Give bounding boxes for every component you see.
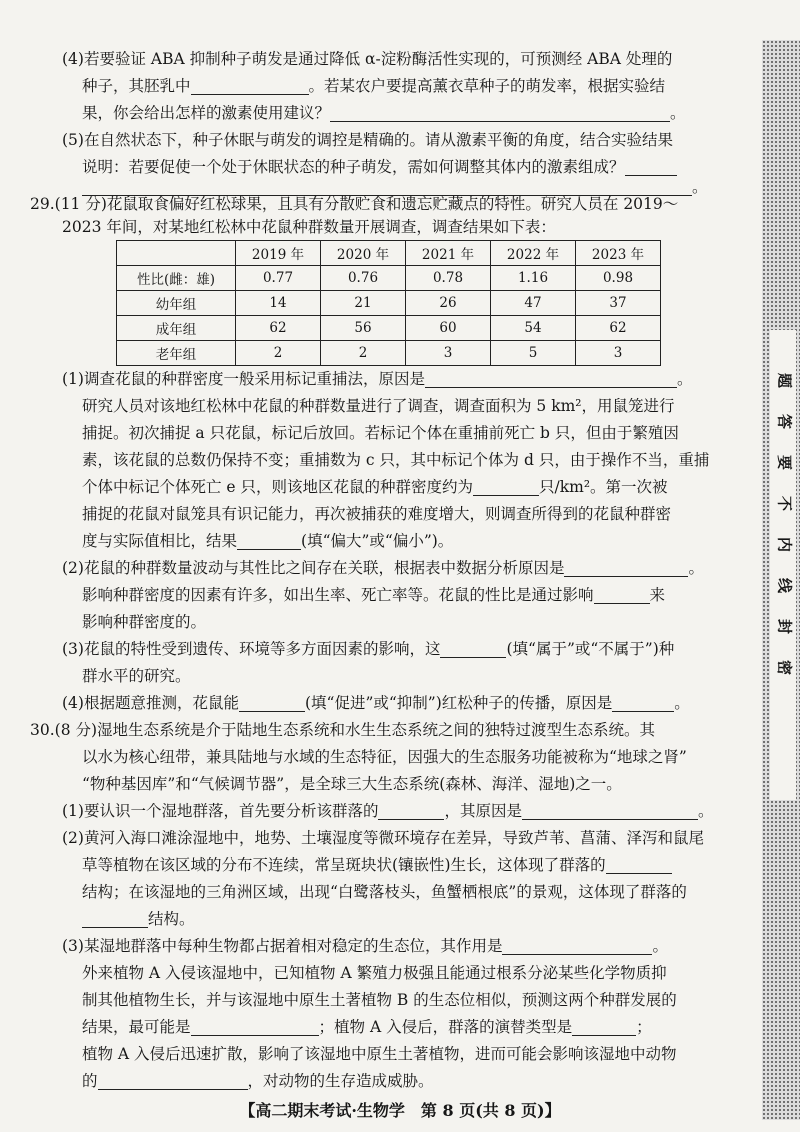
population-table <box>116 240 661 366</box>
table-cell: 62 <box>236 316 321 341</box>
q29-part1-line4: 素，该花鼠的总数仍保持不变；重捕数为 c 只，其中标记个体为 d 只，由于操作不当，重捕 <box>82 451 710 469</box>
table-cell: 3 <box>576 341 661 366</box>
table-header-row <box>117 241 661 266</box>
table-row-label: 性比(雌：雄) <box>117 266 236 291</box>
table-cell: 47 <box>491 291 576 316</box>
table-row-label: 成年组 <box>117 316 236 341</box>
table-cell: 60 <box>406 316 491 341</box>
q28-part5-line2: 说明：若要促使一个处于休眠状态的种子萌发，需如何调整其体内的激素组成？ <box>82 156 677 178</box>
answer-blank[interactable] <box>330 105 670 122</box>
q29-part1-line1: (1)调查花鼠的种群密度一般采用标记重捕法，原因是 。 <box>62 370 693 388</box>
q29-part2-line3: 影响种群密度的。 <box>82 613 207 631</box>
table-cell: 0.98 <box>576 266 661 291</box>
table-cell: 54 <box>491 316 576 341</box>
q30-part2-line1: (2)黄河入海口滩涂湿地中，地势、土壤湿度等微环境存在差异，导致芦苇、菖蒲、泽泻和鼠尾 <box>62 829 704 847</box>
q29-part3-line2: 群水平的研究。 <box>82 667 191 685</box>
q30-part2-line4: 结构。 <box>82 908 195 930</box>
table-row-label: 幼年组 <box>117 291 236 316</box>
table-row <box>117 341 661 366</box>
table-header-cell: 2023 年 <box>576 241 661 266</box>
answer-blank[interactable] <box>473 479 539 496</box>
table-header-cell: 2021 年 <box>406 241 491 266</box>
q29-heading-line1: 29.(11 分)花鼠取食偏好红松球果，且具有分散贮食和遗忘贮藏点的特性。研究人员在 2019～ <box>30 195 679 213</box>
q30-part2-line2: 草等植物在该区域的分布不连续，常呈斑块状(镶嵌性)生长，这体现了群落的 <box>82 854 672 876</box>
table-header-cell: 2019 年 <box>236 241 321 266</box>
binding-char: 题 <box>775 372 794 388</box>
answer-blank[interactable] <box>572 1019 636 1036</box>
page-footer: 【高二期末考试·生物学 第 8 页(共 8 页)】 <box>239 1101 561 1120</box>
q30-heading-line3: “物种基因库”和“气候调节器”，是全球三大生态系统(森林、海洋、湿地)之一。 <box>82 775 622 793</box>
answer-blank[interactable] <box>98 1073 248 1090</box>
q28-part5-line1: (5)在自然状态下，种子休眠与萌发的调控是精确的。请从激素平衡的角度，结合实验结果 <box>62 131 673 149</box>
q30-part3-line1: (3)某湿地群落中每种生物都占据着相对稳定的生态位，其作用是 。 <box>62 937 668 955</box>
binding-char: 答 <box>775 413 794 429</box>
q28-part5-line3: 。 <box>82 176 708 198</box>
answer-blank[interactable] <box>237 533 301 550</box>
binding-char: 封 <box>775 618 794 634</box>
answer-blank[interactable] <box>191 1019 319 1036</box>
table-row <box>117 266 661 291</box>
table-cell: 62 <box>576 316 661 341</box>
answer-blank[interactable] <box>625 159 677 176</box>
binding-char: 线 <box>775 577 794 593</box>
q29-part1-line5: 个体中标记个体死亡 e 只，则该地区花鼠的种群密度约为 只/km²。第一次被 <box>82 478 668 496</box>
answer-blank[interactable] <box>191 78 309 95</box>
answer-blank[interactable] <box>606 857 672 874</box>
q30-part3-line4: 结果，最可能是 ；植物 A 入侵后，群落的演替类型是 ； <box>82 1018 652 1036</box>
table-cell: 37 <box>576 291 661 316</box>
table-cell: 56 <box>321 316 406 341</box>
binding-char: 不 <box>775 495 794 511</box>
answer-blank[interactable] <box>564 560 688 577</box>
answer-blank[interactable] <box>239 695 305 712</box>
table-cell: 5 <box>491 341 576 366</box>
answer-blank[interactable] <box>425 371 677 388</box>
binding-warning-text <box>776 360 792 688</box>
q29-part4-line1: (4)根据题意推测，花鼠能 (填“促进”或“抑制”)红松种子的传播，原因是 。 <box>62 694 690 712</box>
binding-char: 内 <box>775 536 794 552</box>
answer-blank[interactable] <box>378 803 444 820</box>
q30-heading-line1: 30.(8 分)湿地生态系统是介于陆地生态系统和水生生态系统之间的独特过渡型生态系统。其 <box>30 721 656 739</box>
table-header-cell: 2020 年 <box>321 241 406 266</box>
q29-part1-line3: 捕捉。初次捕捉 a 只花鼠，标记后放回。若标记个体在重捕前死亡 b 只，但由于繁殖因 <box>82 424 679 442</box>
answer-blank[interactable] <box>440 641 506 658</box>
table-cell: 26 <box>406 291 491 316</box>
table-row <box>117 291 661 316</box>
answer-blank[interactable] <box>594 587 650 604</box>
table-cell: 0.78 <box>406 266 491 291</box>
q29-part1-line2: 研究人员对该地红松林中花鼠的种群数量进行了调查，调查面积为 5 km²，用鼠笼进行 <box>82 397 675 415</box>
q30-part2-line3: 结构；在该湿地的三角洲区域，出现“白鹭落枝头，鱼蟹栖根底”的景观，这体现了群落的 <box>82 883 687 901</box>
q28-part4-line3: 果，你会给出怎样的激素使用建议？ 。 <box>82 104 686 122</box>
answer-blank[interactable] <box>82 911 148 928</box>
answer-blank[interactable] <box>522 803 698 820</box>
table-cell: 2 <box>321 341 406 366</box>
binding-char: 密 <box>775 659 794 675</box>
q30-part1-line1: (1)要认识一个湿地群落，首先要分析该群落的 ，其原因是 。 <box>62 802 714 820</box>
q28-part4-line1: (4)若要验证 ABA 抑制种子萌发是通过降低 α-淀粉酶活性实现的，可预测经 ABA 处理的 <box>62 50 673 68</box>
q29-part1-line7: 度与实际值相比，结果 (填“偏大”或“偏小”)。 <box>82 532 454 550</box>
table-cell: 0.77 <box>236 266 321 291</box>
table-cell: 14 <box>236 291 321 316</box>
table-corner-cell <box>117 241 236 266</box>
answer-blank[interactable] <box>502 938 652 955</box>
table-cell: 2 <box>236 341 321 366</box>
binding-char: 要 <box>775 454 794 470</box>
table-cell: 1.16 <box>491 266 576 291</box>
q30-part3-line2: 外来植物 A 入侵该湿地中，已知植物 A 繁殖力极强且能通过根系分泌某些化学物质抑 <box>82 964 667 982</box>
table-row <box>117 316 661 341</box>
q29-heading-line2: 2023 年间，对某地红松林中花鼠种群数量开展调查，调查结果如下表： <box>62 218 556 236</box>
q29-part2-line1: (2)花鼠的种群数量波动与其性比之间存在关联，根据表中数据分析原因是 。 <box>62 559 704 577</box>
q28-part4-line2: 种子，其胚乳中 。若某农户要提高薰衣草种子的萌发率，根据实验结 <box>82 77 666 95</box>
q30-part3-line3: 制其他植物生长，并与该湿地中原生土著植物 B 的生态位相似，预测这两个种群发展的 <box>82 991 677 1009</box>
table-row-label: 老年组 <box>117 341 236 366</box>
table-cell: 21 <box>321 291 406 316</box>
answer-blank[interactable] <box>612 695 674 712</box>
q29-part2-line2: 影响种群密度的因素有许多，如出生率、死亡率等。花鼠的性比是通过影响 来 <box>82 586 666 604</box>
q30-heading-line2: 以水为核心纽带，兼具陆地与水域的生态特征，因强大的生态服务功能被称为“地球之肾” <box>82 748 687 766</box>
table-cell: 0.76 <box>321 266 406 291</box>
table-cell: 3 <box>406 341 491 366</box>
q30-part3-line5: 植物 A 入侵后迅速扩散，影响了该湿地中原生土著植物，进而可能会影响该湿地中动物 <box>82 1045 677 1063</box>
q30-part3-line6: 的 ，对动物的生存造成威胁。 <box>82 1072 434 1090</box>
q29-part3-line1: (3)花鼠的特性受到遗传、环境等多方面因素的影响，这 (填“属于”或“不属于”)种 <box>62 640 675 658</box>
table-header-cell: 2022 年 <box>491 241 576 266</box>
q29-part1-line6: 捕捉的花鼠对鼠笼具有识记能力，再次被捕获的难度增大，则调查所得到的花鼠种群密 <box>82 505 672 523</box>
